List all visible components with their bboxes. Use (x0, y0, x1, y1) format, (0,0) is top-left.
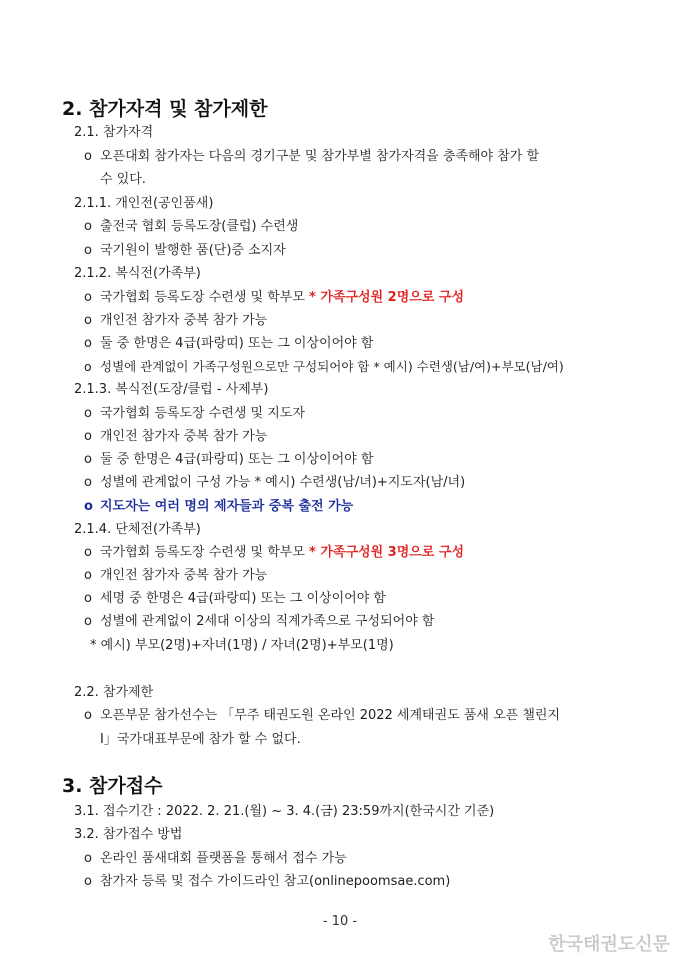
list-item-highlight (84, 498, 353, 516)
list-item (84, 218, 298, 236)
bullet-icon: o (84, 499, 93, 514)
subsection-2-1-1: 2.1.1. 개인전(공인품새) (74, 196, 214, 211)
list-item-text: 국가협회 등록도장 수련생 및 학부모 (100, 545, 310, 560)
list-item (84, 405, 305, 423)
bullet-icon: o (84, 313, 92, 328)
bullet-icon: o (84, 290, 92, 305)
list-item-text: 온라인 품새대회 플랫폼을 통해서 접수 가능 (100, 851, 347, 866)
bullet-icon: o (84, 614, 92, 629)
bullet-icon: o (84, 243, 92, 258)
bullet-icon: o (84, 359, 92, 374)
list-item-text: 국가협회 등록도장 수련생 및 지도자 (100, 406, 305, 421)
list-item (84, 312, 267, 330)
subsection-2-1-4: 2.1.4. 단체전(가족부) (74, 522, 201, 537)
list-item (84, 544, 464, 562)
list-item (84, 335, 373, 353)
list-item (84, 242, 286, 260)
list-item-text: 출전국 협회 등록도장(클럽) 수련생 (100, 219, 299, 234)
bullet-icon: o (84, 568, 92, 583)
bullet-icon: o (84, 475, 92, 490)
bullet-icon: o (84, 545, 92, 560)
example-note: * 예시) 부모(2명)+자녀(1명) / 자녀(2명)+부모(1명) (90, 638, 394, 653)
bullet-icon: o (84, 336, 92, 351)
list-item (84, 148, 539, 166)
bullet-icon: o (84, 708, 92, 723)
list-item (84, 428, 267, 446)
list-item-text: 세명 중 한명은 4급(파랑띠) 또는 그 이상이어야 함 (100, 591, 386, 606)
bullet-icon: o (84, 429, 92, 444)
bullet-icon: o (84, 219, 92, 234)
list-item-text: 개인전 참가자 중복 참가 가능 (100, 313, 268, 328)
list-item (84, 613, 434, 631)
bullet-icon: o (84, 406, 92, 421)
list-item-text: 둘 중 한명은 4급(파랑띠) 또는 그 이상이어야 함 (100, 336, 374, 351)
list-item-text: 성별에 관계없이 가족구성원으로만 구성되어야 함 * 예시) 수련생(남/여)+부모(남/여) (100, 359, 564, 374)
list-item-continuation: 수 있다. (100, 172, 146, 187)
list-item-text: 성별에 관계없이 구성 가능 * 예시) 수련생(남/녀)+지도자(남/녀) (100, 475, 466, 490)
highlight-text: * 가족구성원 2명으로 구성 (309, 290, 465, 305)
bullet-icon: o (84, 452, 92, 467)
list-item (84, 567, 267, 585)
list-item (84, 707, 560, 725)
section-3-heading: 3. 참가접수 (62, 775, 163, 797)
bullet-icon: o (84, 874, 92, 889)
list-item (84, 289, 464, 307)
list-item-text: 지도자는 여러 명의 제자들과 중복 출전 가능 (100, 499, 354, 514)
bullet-icon: o (84, 149, 92, 164)
list-item-text: 개인전 참가자 중복 참가 가능 (100, 568, 268, 583)
subsection-3-2: 3.2. 참가접수 방법 (74, 827, 183, 842)
subsection-2-1-2: 2.1.2. 복식전(가족부) (74, 266, 201, 281)
list-item-text: 개인전 참가자 중복 참가 가능 (100, 429, 268, 444)
list-item-text: 국기원이 발행한 품(단)증 소지자 (100, 243, 286, 258)
list-item-text: 오픈대회 참가자는 다음의 경기구분 및 참가부별 참가자격을 충족해야 참가 할 (100, 149, 540, 164)
list-item (84, 451, 373, 469)
list-item (84, 850, 347, 868)
bullet-icon: o (84, 591, 92, 606)
list-item-continuation: Ⅰ」국가대표부문에 참가 할 수 없다. (100, 732, 301, 747)
page-number: - 10 - (322, 914, 358, 929)
subsection-2-2: 2.2. 참가제한 (74, 685, 154, 700)
subsection-3-1: 3.1. 접수기간 : 2022. 2. 21.(월) ~ 3. 4.(금) 23:59까지(한국시간 기준) (74, 804, 495, 819)
list-item (84, 474, 465, 492)
subsection-2-1-3: 2.1.3. 복식전(도장/클럽 - 사제부) (74, 382, 269, 397)
watermark-logo: 한국태권도신문 (548, 934, 670, 955)
subsection-2-1: 2.1. 참가자격 (74, 125, 154, 140)
list-item (84, 873, 450, 891)
bullet-icon: o (84, 851, 92, 866)
list-item-text: 둘 중 한명은 4급(파랑띠) 또는 그 이상이어야 함 (100, 452, 374, 467)
list-item-text: 국가협회 등록도장 수련생 및 학부모 (100, 290, 310, 305)
highlight-text: * 가족구성원 3명으로 구성 (309, 545, 465, 560)
list-item (84, 358, 564, 376)
section-2-heading: 2. 참가자격 및 참가제한 (62, 98, 268, 120)
list-item-text: 오픈부문 참가선수는 「무주 태권도원 온라인 2022 세계태권도 품새 오픈 챌린지 (100, 708, 561, 723)
list-item-text: 성별에 관계없이 2세대 이상의 직계가족으로 구성되어야 함 (100, 614, 435, 629)
list-item (84, 590, 386, 608)
list-item-text: 참가자 등록 및 접수 가이드라인 참고(onlinepoomsae.com) (100, 874, 451, 889)
